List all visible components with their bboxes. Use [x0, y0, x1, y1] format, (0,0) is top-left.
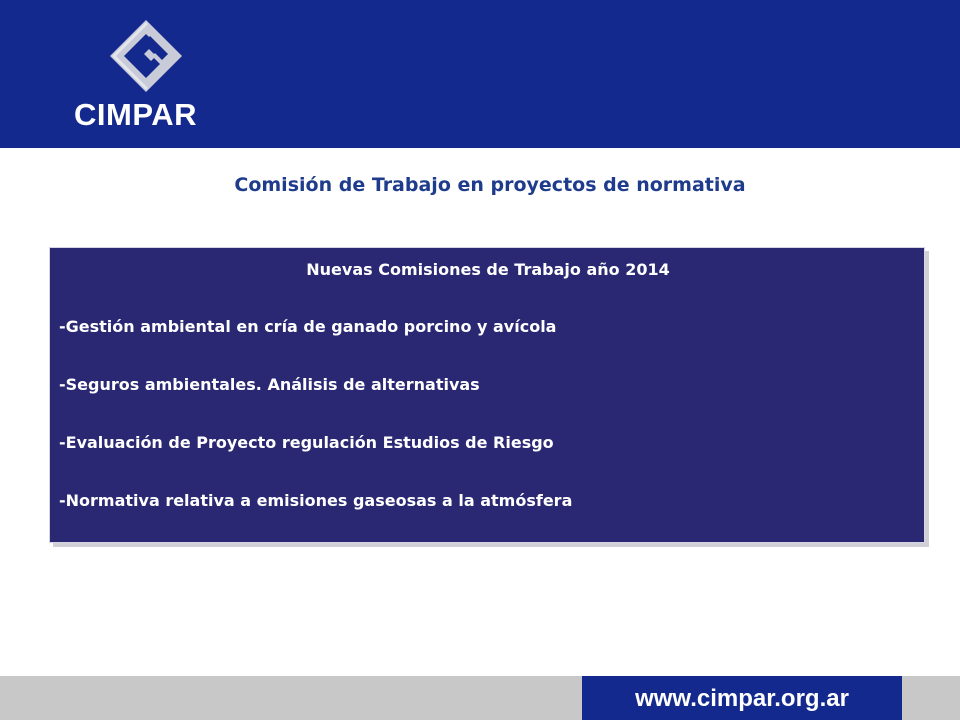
list-item: -Gestión ambiental en cría de ganado porcino y avícola [59, 317, 557, 336]
cimpar-logo [74, 18, 224, 130]
list-item: -Seguros ambientales. Análisis de alternativas [59, 375, 480, 394]
footer-url-panel [582, 676, 902, 720]
logo-text: CIMPAR [74, 97, 197, 132]
box-heading: Nuevas Comisiones de Trabajo año 2014 [306, 260, 670, 279]
commissions-box [49, 247, 925, 543]
list-item: -Normativa relativa a emisiones gaseosas a la atmósfera [59, 491, 573, 510]
commissions-list [59, 314, 572, 546]
slide-title: Comisión de Trabajo en proyectos de normativa [234, 174, 746, 196]
header-band [0, 0, 960, 148]
footer-url: www.cimpar.org.ar [635, 685, 849, 712]
list-item: -Evaluación de Proyecto regulación Estudios de Riesgo [59, 433, 554, 452]
cimpar-diamond-logo-icon [104, 18, 184, 98]
